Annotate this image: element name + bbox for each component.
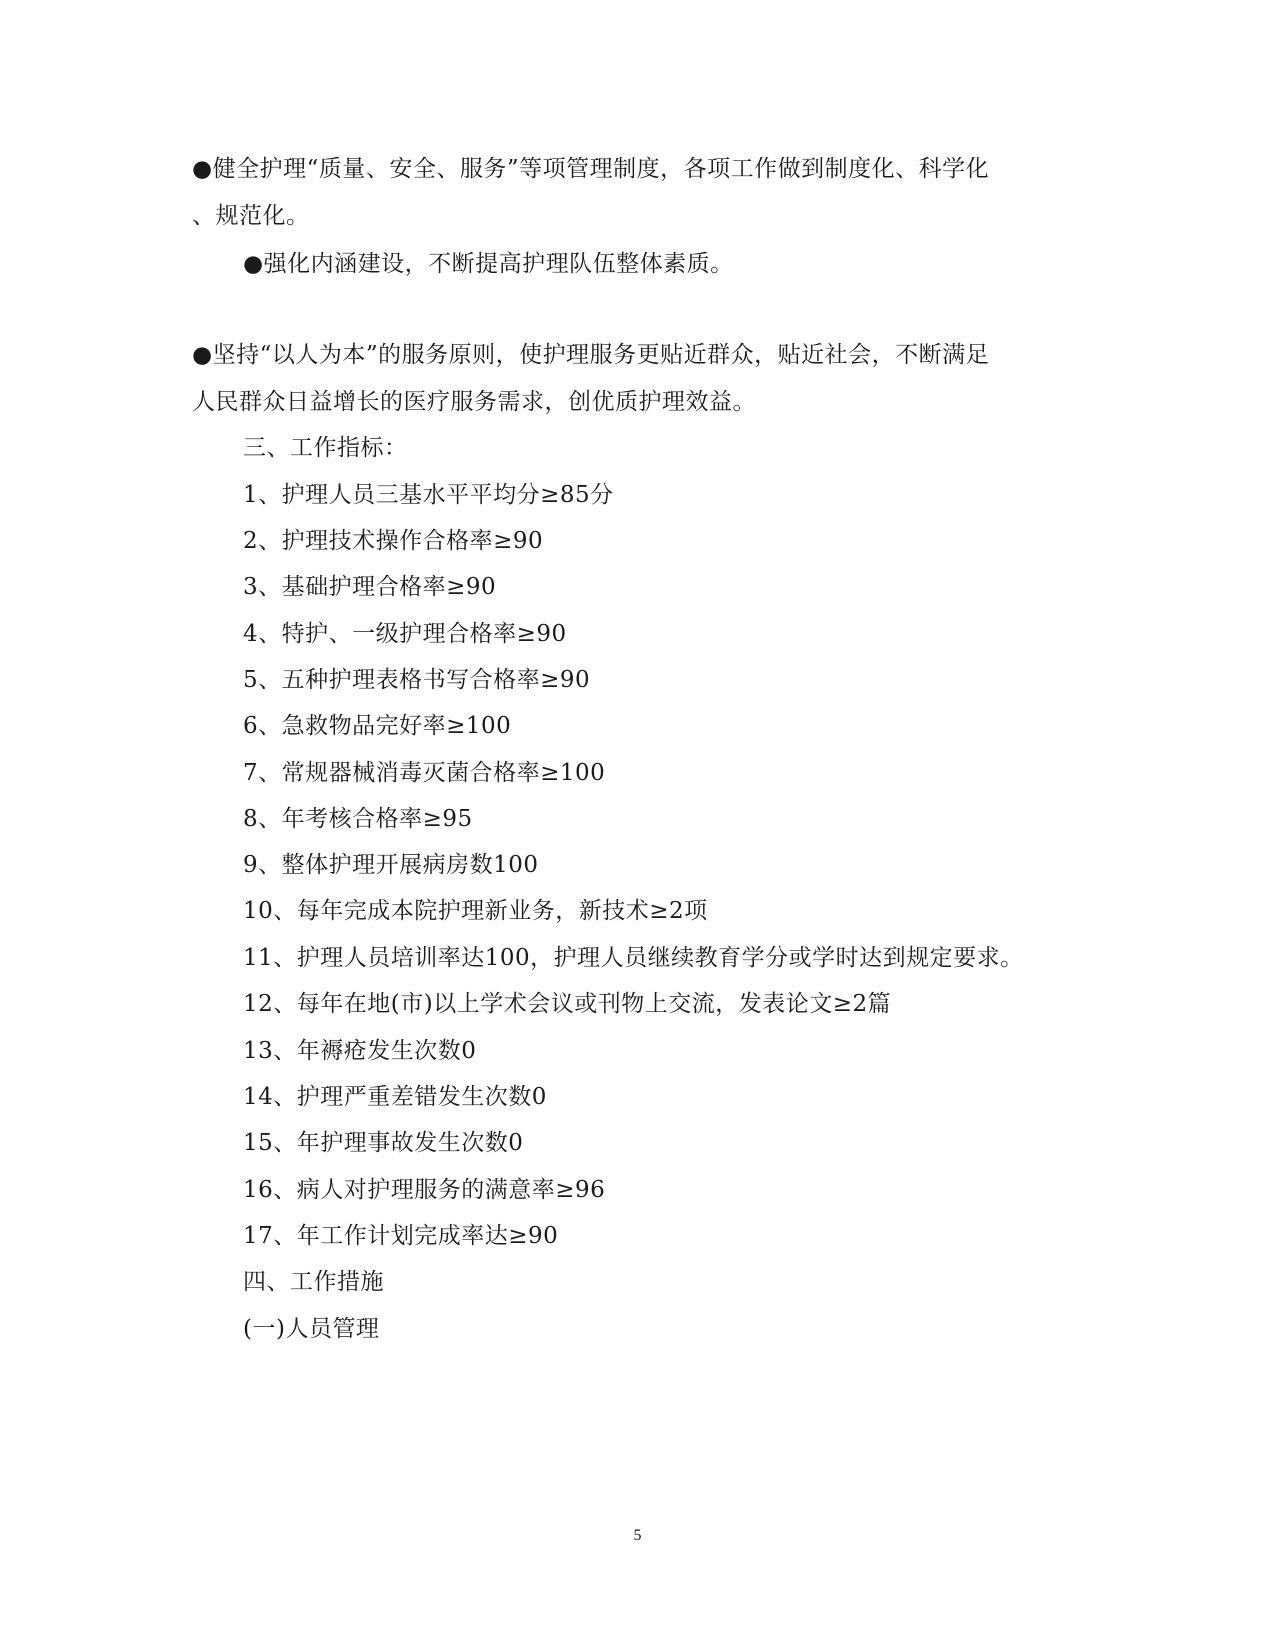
list-item: 13、年褥疮发生次数0: [243, 1038, 477, 1064]
section-heading-work-measures: 四、工作措施: [243, 1269, 384, 1295]
paragraph-team-quality: ●强化内涵建设，不断提高护理队伍整体素质。: [243, 251, 734, 277]
list-item: 9、整体护理开展病房数100: [243, 852, 539, 878]
list-item: 7、常规器械消毒灭菌合格率≥100: [243, 760, 606, 786]
list-item: 5、五种护理表格书写合格率≥90: [243, 667, 591, 693]
list-item: 17、年工作计划完成率达≥90: [243, 1223, 559, 1249]
list-item: 14、护理严重差错发生次数0: [243, 1084, 547, 1110]
subsection-heading-personnel-management: (一)人员管理: [243, 1316, 380, 1342]
list-item: 3、基础护理合格率≥90: [243, 574, 497, 600]
paragraph-people-oriented-line1: ●坚持“以人为本”的服务原则，使护理服务更贴近群众，贴近社会，不断满足: [192, 342, 990, 368]
list-item: 6、急救物品完好率≥100: [243, 713, 512, 739]
list-item: 11、护理人员培训率达100，护理人员继续教育学分或学时达到规定要求。: [243, 945, 1024, 971]
list-item: 12、每年在地(市)以上学术会议或刊物上交流，发表论文≥2篇: [243, 991, 892, 1017]
list-item: 2、护理技术操作合格率≥90: [243, 528, 544, 554]
page-number: 5: [633, 1527, 642, 1544]
list-item: 1、护理人员三基水平平均分≥85分: [243, 482, 614, 508]
paragraph-management-system-line1: ●健全护理“质量、安全、服务”等项管理制度，各项工作做到制度化、科学化: [192, 156, 990, 182]
section-heading-work-indicators: 三、工作指标：: [243, 435, 408, 461]
list-item: 10、每年完成本院护理新业务，新技术≥2项: [243, 898, 708, 924]
paragraph-people-oriented-line2: 人民群众日益增长的医疗服务需求，创优质护理效益。: [192, 389, 756, 415]
list-item: 4、特护、一级护理合格率≥90: [243, 621, 567, 647]
list-item: 16、病人对护理服务的满意率≥96: [243, 1177, 606, 1203]
paragraph-management-system-line2: 、规范化。: [192, 203, 310, 229]
list-item: 15、年护理事故发生次数0: [243, 1130, 524, 1156]
list-item: 8、年考核合格率≥95: [243, 806, 473, 832]
